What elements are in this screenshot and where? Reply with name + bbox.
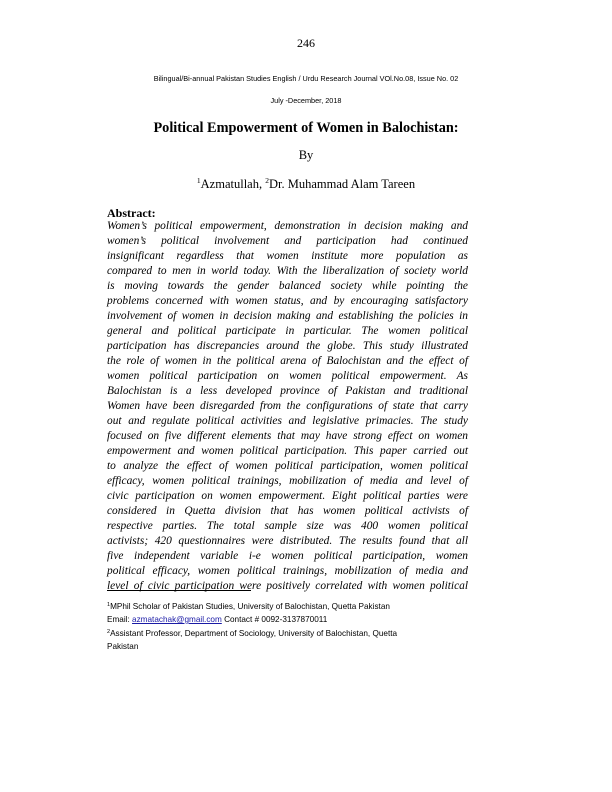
abstract-line: insignificant regardless that women institute more population as: [107, 250, 468, 262]
abstract-line: five independent variable i-e women political participation, women: [107, 550, 468, 562]
abstract-line: activists; 420 questionnaires were distributed. The results found that all: [107, 535, 468, 547]
footnotes: [107, 599, 487, 653]
abstract-line: is moving towards the gender balanced society while pointing the: [107, 280, 468, 292]
byline-by: By: [298, 148, 314, 162]
abstract-line: general and political participate in particular. The women political: [107, 325, 468, 337]
abstract-line: to analyze the effect of women political participation, women political: [107, 460, 468, 472]
journal-name: Bilingual/Bi-annual Pakistan Studies English / Urdu Research Journal VOl.No.08, Issue No. 02: [153, 74, 459, 83]
abstract-line: Women’s political empowerment, demonstration in decision making and: [107, 220, 468, 232]
abstract-body: [107, 219, 468, 594]
footnote-1-marker: 1: [107, 602, 111, 608]
abstract-line: involvement of women in decision making and establishing the policies in: [107, 310, 468, 322]
footnote-1-affiliation-text: MPhil Scholar of Pakistan Studies, University of Balochistan, Quetta Pakistan: [110, 602, 390, 611]
footnote-1-affiliation: [107, 599, 487, 613]
author-1-name: Azmatullah,: [200, 177, 263, 191]
page-number: 246: [297, 36, 315, 50]
abstract-line: level of civic participation were positively correlated with women political: [107, 580, 468, 592]
footnote-2-affiliation: [107, 626, 487, 640]
footnote-2-affiliation-text: Assistant Professor, Department of Sociology, University of Balochistan, Quetta: [110, 629, 398, 638]
abstract-line: civic participation on women empowerment. Eight political parties were: [107, 490, 468, 502]
contact-number: Contact # 0092-3137870011: [224, 615, 328, 624]
article-title: Political Empowerment of Women in Balochistan:: [153, 120, 459, 136]
author-list: [0, 176, 612, 192]
abstract-line: considered in Quetta division that has women political activists of: [107, 505, 468, 517]
email-label: Email:: [107, 615, 130, 624]
author-2-marker: 2: [265, 176, 269, 185]
abstract-line: Women have been disregarded from the configurations of state that carry: [107, 400, 468, 412]
author-2-name: Dr. Muhammad Alam Tareen: [268, 177, 416, 191]
footnote-2: [107, 626, 487, 653]
footnote-2-marker: 2: [107, 629, 111, 635]
abstract-line: empowerment and women political participation. This paper carried out: [107, 445, 468, 457]
issue-date: July -December, 2018: [270, 96, 342, 105]
abstract-line: the role of women in the political arena of Balochistan and the effect of: [107, 355, 468, 367]
author-1-marker: 1: [196, 176, 201, 185]
abstract-line: political efficacy, women political trainings, mobilization of media and: [107, 565, 468, 577]
footnote-divider: [107, 590, 251, 591]
footnote-1-contact: [107, 613, 487, 626]
abstract-line: participation has discrepancies around the globe. This study illustrated: [107, 340, 468, 352]
abstract-line: efficacy, women political trainings, mobilization of media and level of: [107, 475, 468, 487]
abstract-line: women political participation on women political empowerment. As: [107, 370, 468, 382]
abstract-line: compared to men in world today. With the liberalization of society world: [107, 265, 468, 277]
email-link[interactable]: azmatachak@gmail.com: [132, 615, 222, 624]
abstract-line: out and regulate political activities and legislative primacies. The study: [107, 415, 468, 427]
abstract-line: respective parties. The total sample size was 400 women political: [107, 520, 468, 532]
footnote-2-affiliation-cont: Pakistan: [107, 642, 139, 651]
abstract-line: women’s political involvement and participation had continued: [107, 235, 468, 247]
footnote-1: [107, 599, 487, 626]
abstract-line: problems concerned with women status, and by encouraging satisfactory: [107, 295, 468, 307]
abstract-line: focused on five different elements that may have strong effect on women: [107, 430, 468, 442]
abstract-heading: Abstract:: [107, 206, 156, 220]
abstract-line: Balochistan is a less developed province of Pakistan and traditional: [107, 385, 468, 397]
